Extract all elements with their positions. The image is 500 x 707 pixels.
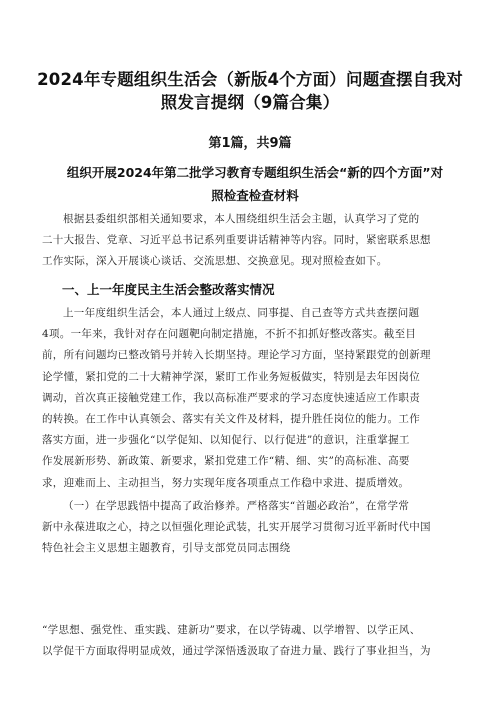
text-line: 4项。一年来，我针对存在问题靶向制定措施，不折不扣抓好整改落实。截至目 (42, 328, 417, 341)
text-line: 新中永葆进取之心，持之以恒强化理论武装，扎实开展学习贯彻习近平新时代中国 (42, 521, 431, 534)
document-title-line2: 照发言提纲（9篇合集） (160, 93, 340, 112)
tail-paragraph (42, 620, 472, 662)
text-line: 求，迎难而上、主动担当，努力实现年度各项重点工作稳中求进、提质增效。 (42, 476, 410, 489)
intro-paragraph (42, 209, 472, 273)
section-heading: 一、上一年度民主生活会整改落实情况 (62, 282, 275, 297)
text-line: 特色社会主义思想主题教育，引导支部党员同志围绕 (42, 542, 291, 555)
text-line: 前，所有问题均已整改销号并转入长期坚持。理论学习方面，坚持紧跟党的创新理 (42, 349, 431, 362)
part-label: 第1篇，共9篇 (208, 136, 292, 151)
text-line: 工作实际，深入开展谈心谈话、交流思想、交换意见。现对照检查如下。 (42, 255, 388, 268)
subtitle-line2: 照检查检查材料 (211, 188, 299, 203)
document-title-line1: 2024年专题组织生活会（新版4个方面）问题查摆自我对 (37, 70, 463, 89)
text-line: 上一年度组织生活会，本人通过上级点、同事提、自己查等方式共查摆问题 (63, 307, 420, 319)
text-line: （一）在学思践悟中提高了政治修养。严格落实“首题必政治”，在常学常 (63, 500, 410, 512)
text-line: 作发展新形势、新政策、新要求，紧扣党建工作“精、细、实”的高标准、高要 (42, 455, 410, 468)
text-line: 二十大报告、党章、习近平总书记系列重要讲话精神等内容。同时，紧密联系思想 (42, 234, 431, 247)
text-line: 根据县委组织部相关通知要求，本人围绕组织生活会主题，认真学习了党的 (63, 213, 420, 225)
section1-paragraph (42, 496, 472, 560)
text-line: 调动，首次真正接触党建工作，我以高标准严要求的学习态度快速适应工作职责 (42, 391, 420, 404)
text-line: 落实方面，进一步强化“以学促知、以知促行、以行促进”的意识，注重掌握工 (42, 434, 410, 447)
body-paragraph (42, 303, 472, 494)
text-line: 的转换。在工作中认真领会、落实有关文件及材料，提升胜任岗位的能力。工作 (42, 412, 420, 425)
text-line: “学思想、强党性、重实践、建新功”要求，在以学铸魂、以学增智、以学正风、 (42, 624, 421, 636)
text-line: 以学促干方面取得明显成效，通过学深悟透汲取了奋进力量、践行了事业担当，为 (42, 645, 431, 658)
subtitle-line1: 组织开展2024年第二批学习教育专题组织生活会“新的四个方面”对 (66, 165, 444, 180)
text-line: 论学懂，紧扣党的二十大精神学深，紧盯工作业务短板做实，特别是去年因岗位 (42, 370, 420, 383)
